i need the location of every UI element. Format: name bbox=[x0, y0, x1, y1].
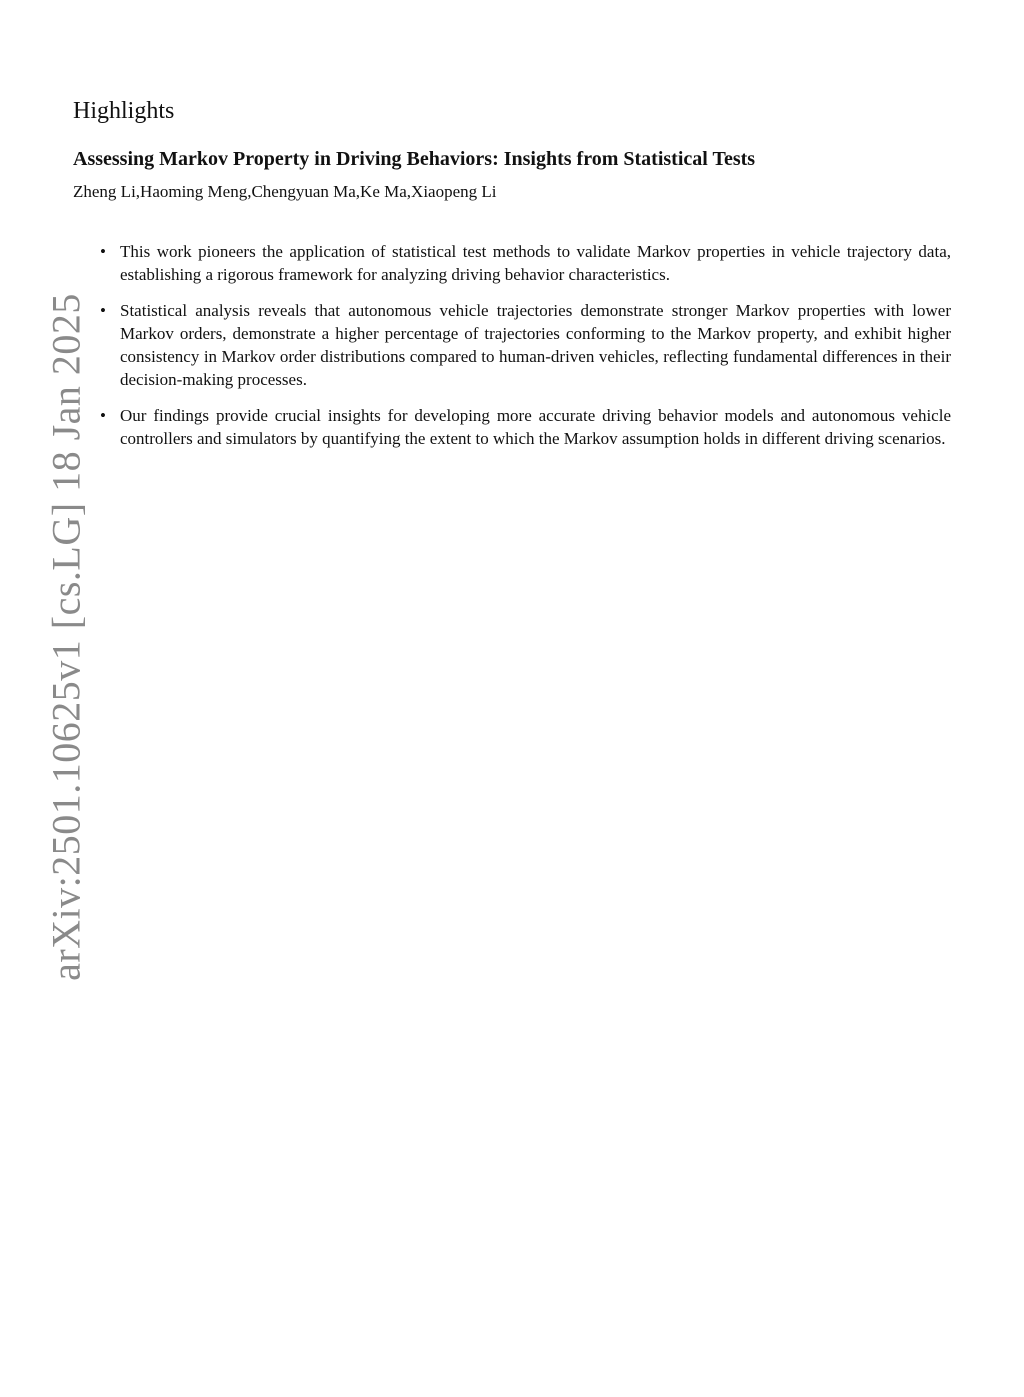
highlight-item-2 bbox=[73, 300, 951, 391]
bullet-icon: • bbox=[100, 301, 106, 321]
bullet-icon: • bbox=[100, 406, 106, 426]
section-heading: Highlights bbox=[73, 98, 175, 124]
paper-title: Assessing Markov Property in Driving Behaviors: Insights from Statistical Tests bbox=[73, 148, 756, 170]
highlight-item-3 bbox=[73, 405, 951, 450]
arxiv-identifier-stamp: arXiv:2501.10625v1 [cs.LG] 18 Jan 2025 bbox=[43, 293, 89, 981]
highlight-text-2: Statistical analysis reveals that autonomous vehicle trajectories demonstrate stronger Markov properties with lower Markov orders, demonstrate a higher percentage of trajectories conforming to the Markov property, and exhibit higher consistency in Markov order distributions compared to human-driven vehicles, reflecting fundamental differences in their decision-making processes. bbox=[120, 301, 951, 389]
bullet-icon: • bbox=[100, 242, 106, 261]
highlights-list bbox=[73, 241, 951, 451]
highlight-item-1 bbox=[73, 241, 951, 286]
author-list: Zheng Li,Haoming Meng,Chengyuan Ma,Ke Ma,Xiaopeng Li bbox=[73, 182, 497, 201]
highlight-text-3: Our findings provide crucial insights for developing more accurate driving behavior models and autonomous vehicle controllers and simulators by quantifying the extent to which the Markov assumption holds in different driving scenarios. bbox=[120, 406, 951, 448]
highlights-page bbox=[73, 95, 951, 465]
highlight-text-1: This work pioneers the application of statistical test methods to validate Markov properties in vehicle trajectory data, establishing a rigorous framework for analyzing driving behavior characteristics. bbox=[120, 242, 951, 284]
